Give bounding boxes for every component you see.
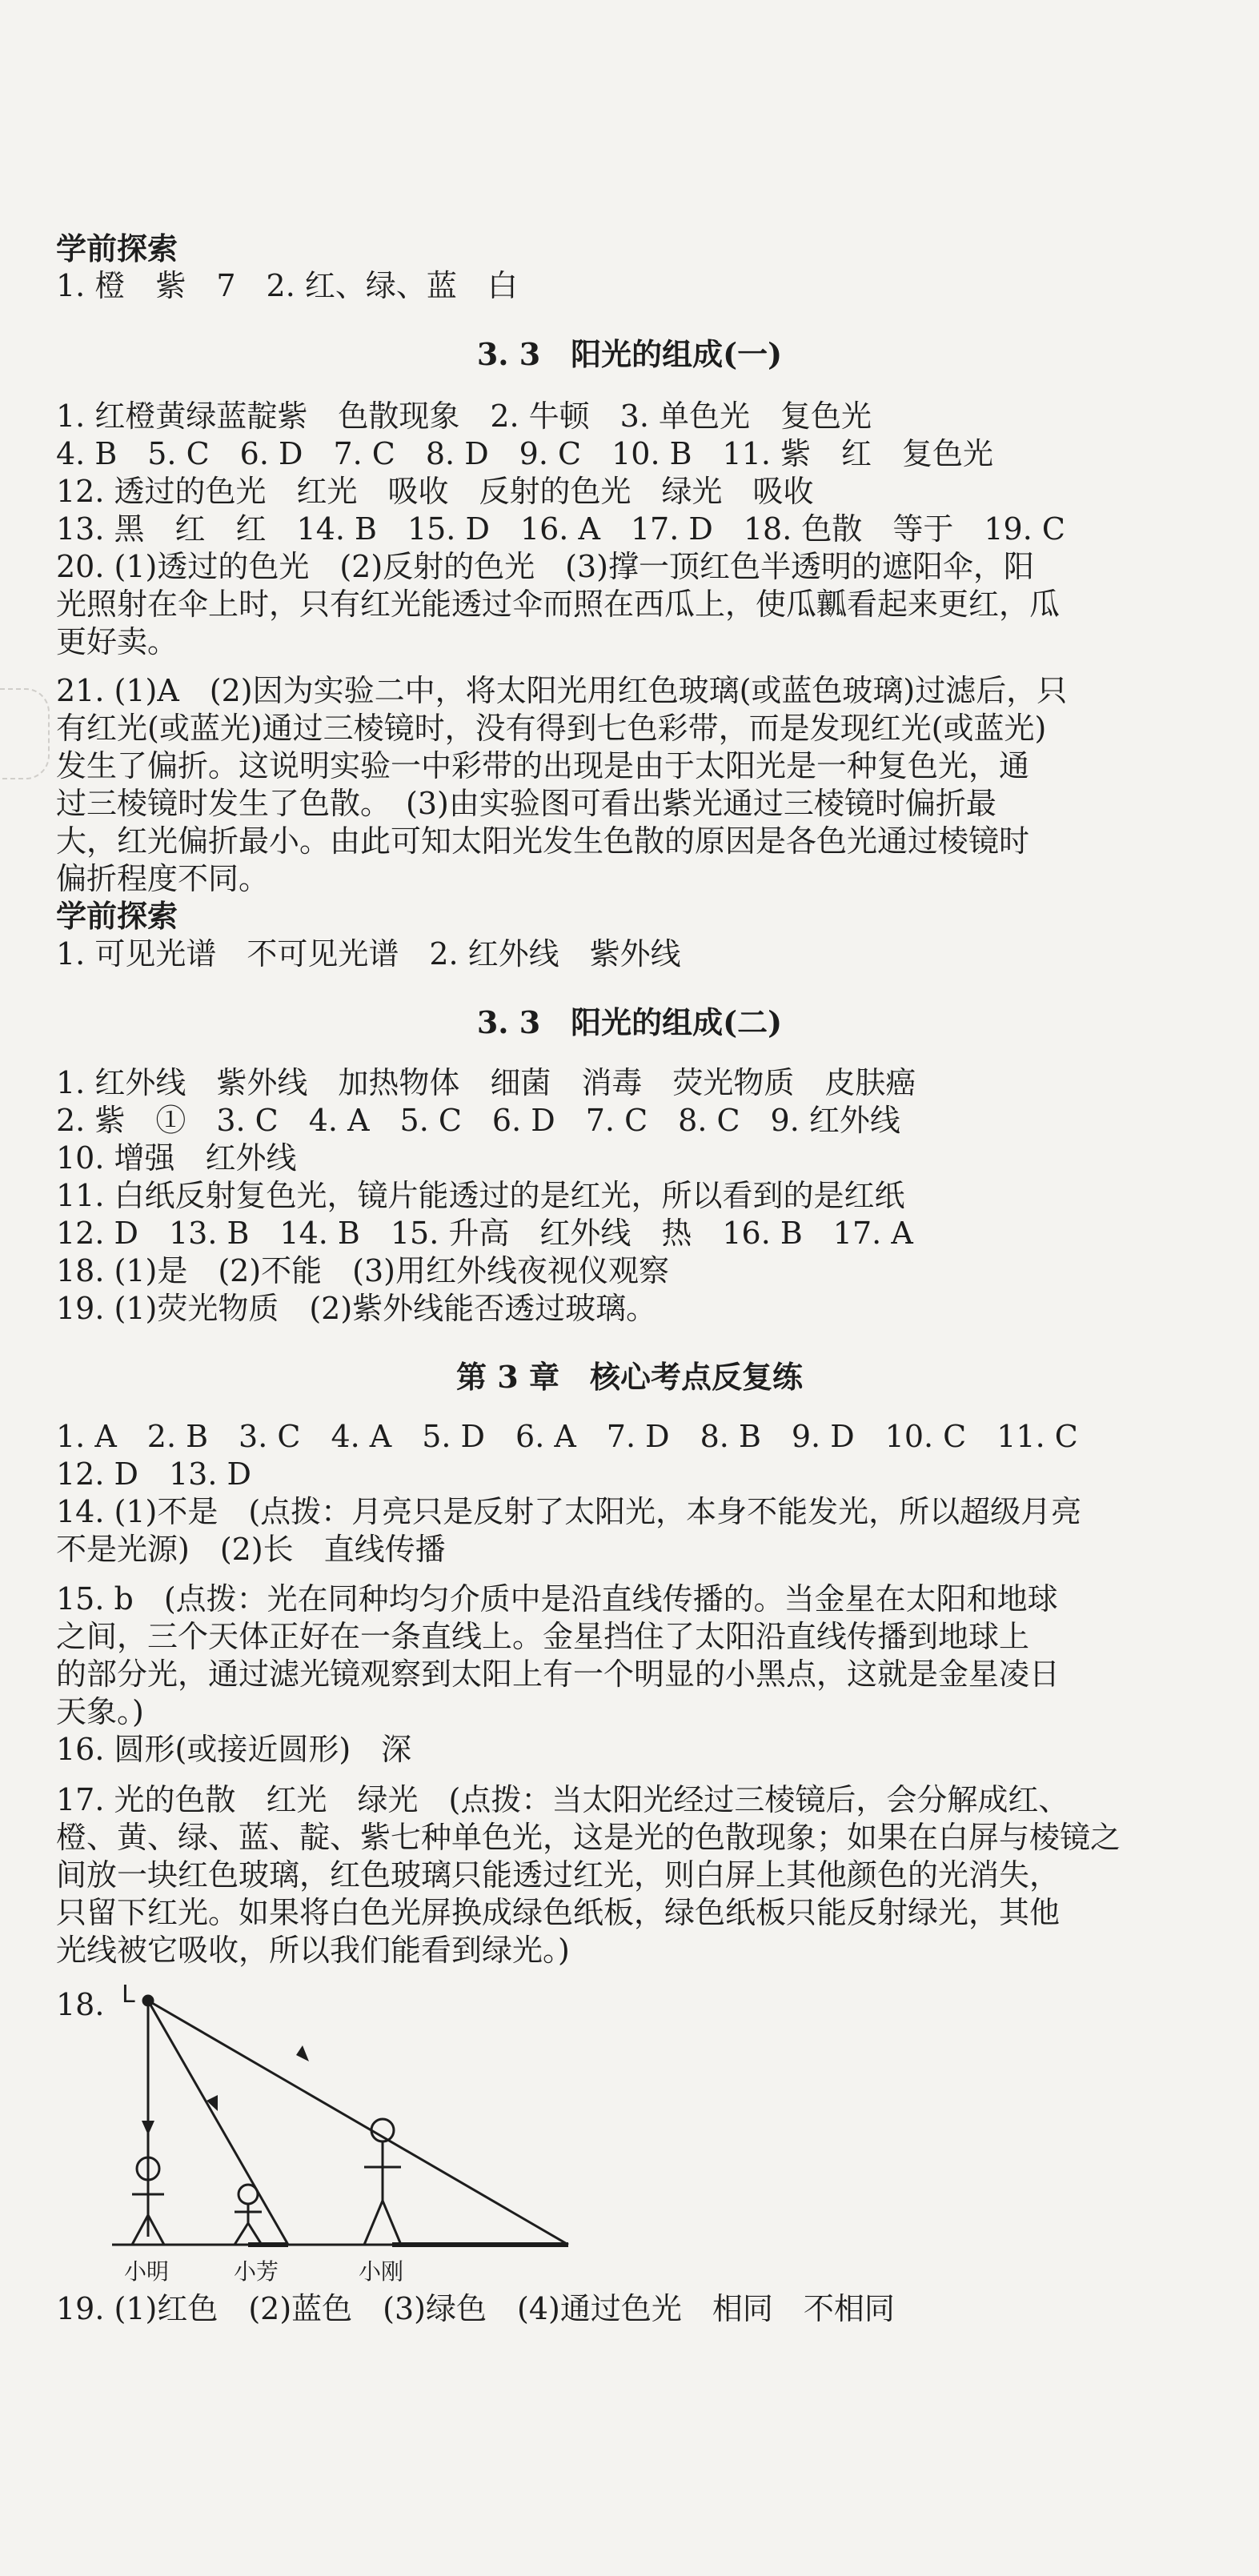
answer-line: 间放一块红色玻璃，红色玻璃只能透过红光，则白屏上其他颜色的光消失， — [56, 1857, 1061, 1893]
answer-line: 更好卖。 — [56, 624, 178, 659]
answer-line: 不是光源) (2)长 直线传播 — [56, 1532, 446, 1567]
label-xiaofang: 小芳 — [234, 2258, 279, 2285]
answer-line: 18. — [56, 1987, 105, 2022]
person-xiaofang — [235, 2185, 262, 2245]
heading-pre-study-1: 学前探索 — [56, 230, 178, 266]
answer-line: 15. b (点拨：光在同种均匀介质中是沿直线传播的。当金星在太阳和地球 — [56, 1581, 1058, 1617]
ray-to-xiaofang — [148, 2001, 288, 2245]
answer-line: 偏折程度不同。 — [56, 861, 270, 896]
ray-to-xiaogang — [148, 2001, 568, 2245]
answer-line: 12. D 13. B 14. B 15. 升高 红外线 热 16. B 17. A — [56, 1216, 913, 1251]
heading-pre-study-2: 学前探索 — [56, 898, 178, 934]
answer-line: 的部分光，通过滤光镜观察到太阳上有一个明显的小黑点，这就是金星凌日 — [56, 1657, 1061, 1692]
answer-line: 19. (1)荧光物质 (2)紫外线能否透过玻璃。 — [56, 1291, 657, 1326]
shadow-diagram — [88, 1985, 584, 2289]
label-xiaoming: 小明 — [124, 2258, 170, 2285]
answer-line: 21. (1)A (2)因为实验二中，将太阳光用红色玻璃(或蓝色玻璃)过滤后，只 — [56, 673, 1068, 708]
answer-line: 2. 紫 ① 3. C 4. A 5. C 6. D 7. C 8. C 9. 红外线 — [56, 1103, 900, 1138]
answer-line: 天象。) — [56, 1694, 144, 1729]
answer-line: 11. 白纸反射复色光，镜片能透过的是红光，所以看到的是红纸 — [56, 1178, 905, 1213]
answer-line: 19. (1)红色 (2)蓝色 (3)绿色 (4)通过色光 相同 不相同 — [56, 2291, 895, 2326]
answer-line: 橙、黄、绿、蓝、靛、紫七种单色光，这是光的色散现象；如果在白屏与棱镜之 — [56, 1820, 1121, 1855]
answer-line: 1. 橙 紫 7 2. 红、绿、蓝 白 — [56, 268, 518, 303]
arrowhead — [142, 2121, 154, 2135]
answer-line: 1. 红外线 紫外线 加热物体 细菌 消毒 荧光物质 皮肤癌 — [56, 1065, 916, 1100]
arrowhead — [296, 2045, 309, 2061]
answer-line: 17. 光的色散 红光 绿光 (点拨：当太阳光经过三棱镜后，会分解成红、 — [56, 1782, 1069, 1817]
answer-line: 18. (1)是 (2)不能 (3)用红外线夜视仪观察 — [56, 1253, 669, 1288]
answer-line: 16. 圆形(或接近圆形) 深 — [56, 1732, 412, 1767]
answer-line: 1. 红橙黄绿蓝靛紫 色散现象 2. 牛顿 3. 单色光 复色光 — [56, 399, 872, 434]
answer-line: 14. (1)不是 (点拨：月亮只是反射了太阳光，本身不能发光，所以超级月亮 — [56, 1494, 1082, 1529]
answer-line: 发生了偏折。这说明实验一中彩带的出现是由于太阳光是一种复色光，通 — [56, 748, 1030, 783]
section-title-3-3-part2: 3. 3 阳光的组成(二) — [476, 1004, 783, 1040]
lamp-label: L — [122, 1985, 135, 2009]
answer-line: 1. A 2. B 3. C 4. A 5. D 6. A 7. D 8. B 9. D 10. C 11. C — [56, 1419, 1078, 1454]
margin-stamp — [0, 688, 50, 779]
answer-line: 大，红光偏折最小。由此可知太阳光发生色散的原因是各色光通过棱镜时 — [56, 823, 1030, 859]
answer-line: 13. 黑 红 红 14. B 15. D 16. A 17. D 18. 色散 等于 19. C — [56, 511, 1065, 547]
answer-line: 20. (1)透过的色光 (2)反射的色光 (3)撑一顶红色半透明的遮阳伞，阳 — [56, 549, 1034, 584]
answer-line: 光照射在伞上时，只有红光能透过伞而照在西瓜上，使瓜瓤看起来更红，瓜 — [56, 587, 1061, 622]
answer-line: 4. B 5. C 6. D 7. C 8. D 9. C 10. B 11. 紫 红 复色光 — [56, 436, 994, 471]
answer-line: 1. 可见光谱 不可见光谱 2. 红外线 紫外线 — [56, 936, 681, 972]
answer-line: 光线被它吸收，所以我们能看到绿光。) — [56, 1933, 570, 1968]
section-title-3-3-part1: 3. 3 阳光的组成(一) — [476, 336, 783, 372]
answer-line: 12. D 13. D — [56, 1456, 251, 1492]
answer-line: 有红光(或蓝光)通过三棱镜时，没有得到七色彩带，而是发现红光(或蓝光) — [56, 711, 1047, 746]
answer-line: 之间，三个天体正好在一条直线上。金星挡住了太阳沿直线传播到地球上 — [56, 1619, 1030, 1654]
answer-line: 只留下红光。如果将白色光屏换成绿色纸板，绿色纸板只能反射绿光，其他 — [56, 1895, 1061, 1930]
answer-line: 10. 增强 红外线 — [56, 1140, 297, 1176]
section-title-chapter-3-review: 第 3 章 核心考点反复练 — [456, 1359, 803, 1395]
answer-line: 过三棱镜时发生了色散。 (3)由实验图可看出紫光通过三棱镜时偏折最 — [56, 786, 996, 821]
label-xiaogang: 小刚 — [359, 2258, 404, 2285]
answer-line: 12. 透过的色光 红光 吸收 反射的色光 绿光 吸收 — [56, 474, 814, 509]
